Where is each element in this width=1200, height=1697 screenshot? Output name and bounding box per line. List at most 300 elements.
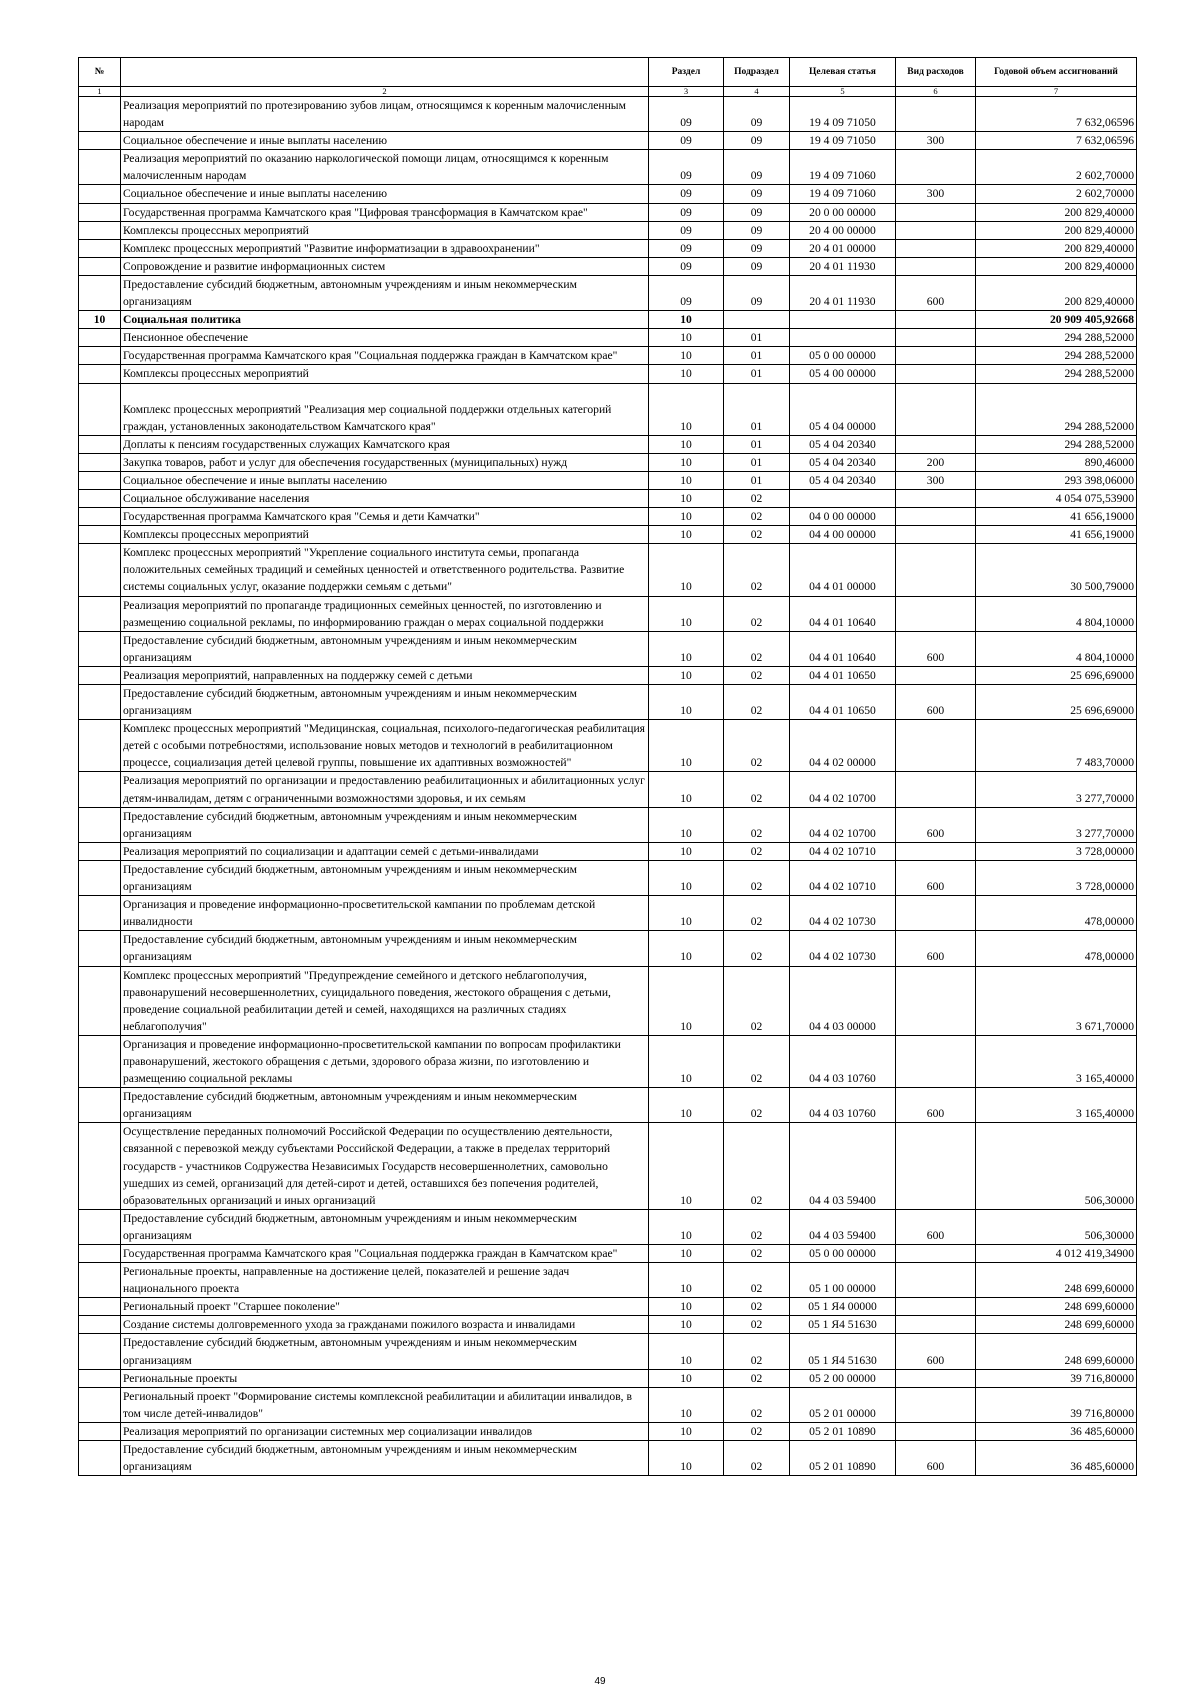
row-target-article: 04 4 02 10710: [790, 842, 896, 860]
row-expense-type: [896, 347, 976, 365]
table-row: [79, 347, 1137, 365]
row-amount: 890,46000: [976, 453, 1137, 471]
row-expense-type: 600: [896, 1334, 976, 1369]
table-row: [79, 1123, 1137, 1209]
row-target-article: 19 4 09 71050: [790, 97, 896, 132]
row-name: Комплексы процессных мероприятий: [121, 526, 649, 544]
row-number: [79, 1035, 121, 1087]
row-podrazdel: 01: [724, 435, 790, 453]
row-number: [79, 203, 121, 221]
row-amount: 3 671,70000: [976, 966, 1137, 1035]
row-number: [79, 544, 121, 596]
row-name: Социальное обслуживание населения: [121, 489, 649, 507]
row-number: [79, 720, 121, 772]
row-number: [79, 508, 121, 526]
table-row: [79, 931, 1137, 966]
row-number: 10: [79, 311, 121, 329]
row-name: Предоставление субсидий бюджетным, автономным учреждениям и иным некоммерческим организациям: [121, 631, 649, 666]
row-target-article: 04 0 00 00000: [790, 508, 896, 526]
header-expense-type: Вид расходов: [896, 58, 976, 87]
table-header-row: [79, 58, 1137, 87]
row-podrazdel: 01: [724, 383, 790, 435]
table-row: [79, 97, 1137, 132]
row-name: Комплексы процессных мероприятий: [121, 365, 649, 383]
row-razdel: 10: [649, 471, 724, 489]
row-number: [79, 1245, 121, 1263]
row-expense-type: [896, 365, 976, 383]
row-podrazdel: 02: [724, 1298, 790, 1316]
row-target-article: 05 1 Я4 00000: [790, 1298, 896, 1316]
row-razdel: 09: [649, 203, 724, 221]
table-row: [79, 1209, 1137, 1244]
row-number: [79, 239, 121, 257]
row-razdel: 09: [649, 257, 724, 275]
row-podrazdel: 02: [724, 1422, 790, 1440]
row-number: [79, 150, 121, 185]
row-podrazdel: 02: [724, 1123, 790, 1209]
row-expense-type: [896, 842, 976, 860]
row-razdel: 10: [649, 544, 724, 596]
table-row: [79, 720, 1137, 772]
row-expense-type: 300: [896, 471, 976, 489]
row-podrazdel: 02: [724, 1334, 790, 1369]
row-name: Предоставление субсидий бюджетным, автономным учреждениям и иным некоммерческим организациям: [121, 685, 649, 720]
row-razdel: 10: [649, 1263, 724, 1298]
row-amount: 2 602,70000: [976, 185, 1137, 203]
row-number: [79, 1298, 121, 1316]
row-razdel: 10: [649, 931, 724, 966]
row-name: Пенсионное обеспечение: [121, 329, 649, 347]
row-amount: 506,30000: [976, 1123, 1137, 1209]
row-amount: 3 728,00000: [976, 842, 1137, 860]
row-razdel: 10: [649, 720, 724, 772]
row-name: Региональные проекты: [121, 1369, 649, 1387]
row-amount: 3 165,40000: [976, 1035, 1137, 1087]
table-row: [79, 596, 1137, 631]
table-row: [79, 860, 1137, 895]
row-name: Осуществление переданных полномочий Российской Федерации по осуществлению деятельности, связанной с перевозкой между субъектами Российской Федерации, а также в пределах территорий государств - участников Содружества Независимых Государств несовершеннолетних, самовольно ушедших из семей, организаций для детей-сирот и детей, оставшихся без попечения родителей, образовательных организаций и иных организаций: [121, 1123, 649, 1209]
row-number: [79, 1123, 121, 1209]
column-number: 3: [649, 87, 724, 97]
table-row: [79, 1369, 1137, 1387]
row-target-article: 04 4 02 10710: [790, 860, 896, 895]
row-name: Реализация мероприятий по социализации и адаптации семей с детьми-инвалидами: [121, 842, 649, 860]
row-number: [79, 1334, 121, 1369]
table-row: [79, 453, 1137, 471]
row-podrazdel: 09: [724, 132, 790, 150]
row-expense-type: [896, 508, 976, 526]
row-podrazdel: 02: [724, 685, 790, 720]
row-amount: 39 716,80000: [976, 1369, 1137, 1387]
row-target-article: 05 4 04 00000: [790, 383, 896, 435]
row-number: [79, 631, 121, 666]
row-razdel: 10: [649, 807, 724, 842]
row-target-article: 04 4 02 00000: [790, 720, 896, 772]
table-row: [79, 185, 1137, 203]
row-razdel: 10: [649, 842, 724, 860]
row-name: Предоставление субсидий бюджетным, автономным учреждениям и иным некоммерческим организациям: [121, 1088, 649, 1123]
row-expense-type: 600: [896, 275, 976, 310]
row-podrazdel: 09: [724, 185, 790, 203]
row-amount: 25 696,69000: [976, 666, 1137, 684]
row-amount: 7 632,06596: [976, 97, 1137, 132]
row-expense-type: [896, 526, 976, 544]
row-number: [79, 257, 121, 275]
row-razdel: 09: [649, 239, 724, 257]
row-target-article: 20 4 00 00000: [790, 221, 896, 239]
row-amount: 41 656,19000: [976, 526, 1137, 544]
row-number: [79, 185, 121, 203]
row-name: Региональный проект "Формирование системы комплексной реабилитации и абилитации инвалидов, в том числе детей-инвалидов": [121, 1387, 649, 1422]
row-amount: 478,00000: [976, 896, 1137, 931]
row-expense-type: 600: [896, 685, 976, 720]
row-podrazdel: 02: [724, 1245, 790, 1263]
row-razdel: 09: [649, 185, 724, 203]
row-podrazdel: 02: [724, 1387, 790, 1422]
column-number: 2: [121, 87, 649, 97]
row-name: Реализация мероприятий, направленных на поддержку семей с детьми: [121, 666, 649, 684]
row-expense-type: [896, 435, 976, 453]
row-name: Реализация мероприятий по организации и предоставлению реабилитационных и абилитационных услуг детям-инвалидам, детям с ограниченными возможностями здоровья, и их семьям: [121, 772, 649, 807]
row-razdel: 09: [649, 275, 724, 310]
row-razdel: 10: [649, 1245, 724, 1263]
row-expense-type: [896, 1387, 976, 1422]
table-row: [79, 1387, 1137, 1422]
row-expense-type: [896, 1035, 976, 1087]
row-expense-type: [896, 383, 976, 435]
table-row: [79, 631, 1137, 666]
column-number: 1: [79, 87, 121, 97]
table-row: [79, 1334, 1137, 1369]
row-podrazdel: 02: [724, 544, 790, 596]
row-razdel: 10: [649, 365, 724, 383]
row-number: [79, 807, 121, 842]
row-target-article: 05 0 00 00000: [790, 1245, 896, 1263]
row-podrazdel: 01: [724, 347, 790, 365]
row-number: [79, 1263, 121, 1298]
row-target-article: 19 4 09 71050: [790, 132, 896, 150]
row-number: [79, 132, 121, 150]
table-row: [79, 471, 1137, 489]
row-target-article: 20 0 00 00000: [790, 203, 896, 221]
row-name: Социальное обеспечение и иные выплаты населению: [121, 185, 649, 203]
row-razdel: 09: [649, 221, 724, 239]
row-razdel: 10: [649, 1298, 724, 1316]
row-amount: 294 288,52000: [976, 365, 1137, 383]
row-name: Доплаты к пенсиям государственных служащих Камчатского края: [121, 435, 649, 453]
row-razdel: 10: [649, 1316, 724, 1334]
table-row: [79, 526, 1137, 544]
row-number: [79, 596, 121, 631]
row-podrazdel: 01: [724, 365, 790, 383]
row-podrazdel: 02: [724, 720, 790, 772]
row-amount: 20 909 405,92668: [976, 311, 1137, 329]
row-name: Социальное обеспечение и иные выплаты населению: [121, 132, 649, 150]
row-number: [79, 383, 121, 435]
row-podrazdel: 02: [724, 666, 790, 684]
row-number: [79, 365, 121, 383]
row-target-article: 19 4 09 71060: [790, 150, 896, 185]
row-expense-type: [896, 329, 976, 347]
row-razdel: 10: [649, 1334, 724, 1369]
row-expense-type: [896, 311, 976, 329]
row-amount: 41 656,19000: [976, 508, 1137, 526]
row-podrazdel: 01: [724, 329, 790, 347]
row-amount: 39 716,80000: [976, 1387, 1137, 1422]
table-row: [79, 1298, 1137, 1316]
row-target-article: 04 4 03 59400: [790, 1209, 896, 1244]
row-podrazdel: 02: [724, 1369, 790, 1387]
row-target-article: 05 4 04 20340: [790, 471, 896, 489]
row-amount: 30 500,79000: [976, 544, 1137, 596]
row-amount: 200 829,40000: [976, 257, 1137, 275]
table-row: [79, 383, 1137, 435]
row-podrazdel: 09: [724, 150, 790, 185]
row-name: Региональные проекты, направленные на достижение целей, показателей и решение задач национального проекта: [121, 1263, 649, 1298]
row-expense-type: [896, 966, 976, 1035]
row-name: Региональный проект "Старшее поколение": [121, 1298, 649, 1316]
row-expense-type: 600: [896, 807, 976, 842]
row-razdel: 10: [649, 453, 724, 471]
row-razdel: 10: [649, 489, 724, 507]
row-target-article: 04 4 03 10760: [790, 1035, 896, 1087]
row-expense-type: [896, 257, 976, 275]
row-razdel: 10: [649, 596, 724, 631]
row-expense-type: [896, 1369, 976, 1387]
row-razdel: 10: [649, 1209, 724, 1244]
row-razdel: 10: [649, 772, 724, 807]
row-razdel: 10: [649, 435, 724, 453]
row-razdel: 10: [649, 860, 724, 895]
table-row: [79, 1316, 1137, 1334]
row-expense-type: [896, 596, 976, 631]
row-expense-type: [896, 203, 976, 221]
row-podrazdel: 09: [724, 275, 790, 310]
row-number: [79, 666, 121, 684]
row-number: [79, 1088, 121, 1123]
row-target-article: 05 2 01 10890: [790, 1422, 896, 1440]
row-name: Создание системы долговременного ухода за гражданами пожилого возраста и инвалидами: [121, 1316, 649, 1334]
table-row: [79, 966, 1137, 1035]
table-row: [79, 544, 1137, 596]
row-number: [79, 97, 121, 132]
row-expense-type: [896, 1123, 976, 1209]
row-amount: 200 829,40000: [976, 275, 1137, 310]
row-amount: 294 288,52000: [976, 383, 1137, 435]
row-podrazdel: 02: [724, 489, 790, 507]
row-razdel: 10: [649, 966, 724, 1035]
row-target-article: [790, 489, 896, 507]
row-target-article: 20 4 01 00000: [790, 239, 896, 257]
table-row: [79, 329, 1137, 347]
row-name: Реализация мероприятий по протезированию зубов лицам, относящимся к коренным малочисленным народам: [121, 97, 649, 132]
row-number: [79, 1209, 121, 1244]
row-expense-type: [896, 239, 976, 257]
row-name: Организация и проведение информационно-просветительской кампании по проблемам детской инвалидности: [121, 896, 649, 931]
row-number: [79, 896, 121, 931]
row-target-article: 05 4 04 20340: [790, 453, 896, 471]
row-podrazdel: 02: [724, 860, 790, 895]
row-expense-type: [896, 1263, 976, 1298]
row-expense-type: [896, 1245, 976, 1263]
header-annual-amount: Годовой объем ассигнований: [976, 58, 1137, 87]
row-razdel: 10: [649, 1369, 724, 1387]
table-row: [79, 365, 1137, 383]
row-razdel: 10: [649, 1035, 724, 1087]
table-row: [79, 508, 1137, 526]
table-row: [79, 489, 1137, 507]
header-name: [121, 58, 649, 87]
row-razdel: 10: [649, 666, 724, 684]
row-name: Реализация мероприятий по оказанию наркологической помощи лицам, относящимся к коренным малочисленным народам: [121, 150, 649, 185]
row-amount: 294 288,52000: [976, 329, 1137, 347]
row-name: Предоставление субсидий бюджетным, автономным учреждениям и иным некоммерческим организациям: [121, 1441, 649, 1476]
row-number: [79, 221, 121, 239]
row-expense-type: 300: [896, 185, 976, 203]
row-target-article: 05 2 01 00000: [790, 1387, 896, 1422]
row-amount: 293 398,06000: [976, 471, 1137, 489]
row-number: [79, 275, 121, 310]
row-amount: 200 829,40000: [976, 239, 1137, 257]
row-podrazdel: 02: [724, 526, 790, 544]
row-expense-type: [896, 489, 976, 507]
row-podrazdel: 02: [724, 896, 790, 931]
row-razdel: 10: [649, 1422, 724, 1440]
row-number: [79, 1422, 121, 1440]
table-row: [79, 685, 1137, 720]
row-target-article: 04 4 01 10640: [790, 596, 896, 631]
row-razdel: 10: [649, 383, 724, 435]
row-podrazdel: 09: [724, 257, 790, 275]
row-target-article: 04 4 03 10760: [790, 1088, 896, 1123]
row-number: [79, 860, 121, 895]
row-name: Предоставление субсидий бюджетным, автономным учреждениям и иным некоммерческим организациям: [121, 807, 649, 842]
row-podrazdel: 09: [724, 97, 790, 132]
row-podrazdel: 02: [724, 772, 790, 807]
row-razdel: 09: [649, 150, 724, 185]
row-name: Реализация мероприятий по организации системных мер социализации инвалидов: [121, 1422, 649, 1440]
row-amount: 7 632,06596: [976, 132, 1137, 150]
row-podrazdel: 02: [724, 1088, 790, 1123]
row-expense-type: [896, 666, 976, 684]
row-podrazdel: 02: [724, 1209, 790, 1244]
row-podrazdel: [724, 311, 790, 329]
row-amount: 294 288,52000: [976, 347, 1137, 365]
row-target-article: 05 1 00 00000: [790, 1263, 896, 1298]
table-row: [79, 1088, 1137, 1123]
row-target-article: 05 1 Я4 51630: [790, 1316, 896, 1334]
row-target-article: 04 4 03 00000: [790, 966, 896, 1035]
row-expense-type: 600: [896, 1441, 976, 1476]
column-number: 4: [724, 87, 790, 97]
row-name: Комплекс процессных мероприятий "Реализация мер социальной поддержки отдельных категорий граждан, установленных законодательством Камчатского края": [121, 383, 649, 435]
row-amount: 3 165,40000: [976, 1088, 1137, 1123]
table-row: [79, 1441, 1137, 1476]
row-amount: 200 829,40000: [976, 203, 1137, 221]
row-podrazdel: 02: [724, 1441, 790, 1476]
column-number: 7: [976, 87, 1137, 97]
row-number: [79, 1387, 121, 1422]
row-podrazdel: 02: [724, 842, 790, 860]
row-expense-type: [896, 1422, 976, 1440]
row-name: Предоставление субсидий бюджетным, автономным учреждениям и иным некоммерческим организациям: [121, 931, 649, 966]
row-target-article: 05 4 00 00000: [790, 365, 896, 383]
row-name: Предоставление субсидий бюджетным, автономным учреждениям и иным некоммерческим организациям: [121, 860, 649, 895]
row-name: Комплекс процессных мероприятий "Предупреждение семейного и детского неблагополучия, правонарушений несовершеннолетних, суицидального поведения, жестокого обращения с детьми, проведение социальной реабилитации детей и семей, находящихся на различных стадиях неблагополучия": [121, 966, 649, 1035]
row-razdel: 10: [649, 896, 724, 931]
row-expense-type: 300: [896, 132, 976, 150]
row-amount: 3 277,70000: [976, 807, 1137, 842]
row-target-article: 20 4 01 11930: [790, 257, 896, 275]
table-row: [79, 239, 1137, 257]
table-row: [79, 666, 1137, 684]
row-amount: 506,30000: [976, 1209, 1137, 1244]
row-target-article: 05 0 00 00000: [790, 347, 896, 365]
row-name: Сопровождение и развитие информационных систем: [121, 257, 649, 275]
row-target-article: 04 4 02 10730: [790, 931, 896, 966]
row-razdel: 10: [649, 347, 724, 365]
table-row: [79, 807, 1137, 842]
row-razdel: 10: [649, 1441, 724, 1476]
row-number: [79, 931, 121, 966]
table-row: [79, 221, 1137, 239]
row-amount: 3 728,00000: [976, 860, 1137, 895]
row-target-article: 04 4 01 00000: [790, 544, 896, 596]
row-podrazdel: 09: [724, 221, 790, 239]
row-target-article: 05 1 Я4 51630: [790, 1334, 896, 1369]
row-podrazdel: 02: [724, 1035, 790, 1087]
row-number: [79, 1441, 121, 1476]
row-amount: 200 829,40000: [976, 221, 1137, 239]
row-razdel: 10: [649, 1088, 724, 1123]
row-amount: 4 804,10000: [976, 596, 1137, 631]
row-expense-type: 600: [896, 631, 976, 666]
row-razdel: 09: [649, 97, 724, 132]
row-name: Предоставление субсидий бюджетным, автономным учреждениям и иным некоммерческим организациям: [121, 275, 649, 310]
row-amount: 2 602,70000: [976, 150, 1137, 185]
table-row: [79, 311, 1137, 329]
row-expense-type: 200: [896, 453, 976, 471]
row-razdel: 10: [649, 508, 724, 526]
row-name: Социальное обеспечение и иные выплаты населению: [121, 471, 649, 489]
row-podrazdel: 01: [724, 471, 790, 489]
row-number: [79, 453, 121, 471]
table-row: [79, 1245, 1137, 1263]
table-row: [79, 132, 1137, 150]
table-row: [79, 435, 1137, 453]
row-target-article: 19 4 09 71060: [790, 185, 896, 203]
row-expense-type: [896, 221, 976, 239]
row-razdel: 10: [649, 1387, 724, 1422]
row-amount: 4 012 419,34900: [976, 1245, 1137, 1263]
table-row: [79, 1035, 1137, 1087]
row-number: [79, 685, 121, 720]
row-expense-type: [896, 1316, 976, 1334]
row-name: Комплекс процессных мероприятий "Развитие информатизации в здравоохранении": [121, 239, 649, 257]
row-target-article: 05 2 00 00000: [790, 1369, 896, 1387]
row-name: Организация и проведение информационно-просветительской кампании по вопросам профилактики правонарушений, жестокого обращения с детьми, здорового образа жизни, по изготовлению и размещению социальной рекламы: [121, 1035, 649, 1087]
row-podrazdel: 02: [724, 508, 790, 526]
row-target-article: 04 4 01 10640: [790, 631, 896, 666]
row-name: Государственная программа Камчатского края "Социальная поддержка граждан в Камчатском крае": [121, 347, 649, 365]
row-amount: 25 696,69000: [976, 685, 1137, 720]
column-numbers-row: [79, 87, 1137, 97]
row-podrazdel: 09: [724, 239, 790, 257]
row-name: Государственная программа Камчатского края "Цифровая трансформация в Камчатском крае": [121, 203, 649, 221]
row-name: Государственная программа Камчатского края "Семья и дети Камчатки": [121, 508, 649, 526]
row-expense-type: [896, 150, 976, 185]
row-expense-type: [896, 544, 976, 596]
